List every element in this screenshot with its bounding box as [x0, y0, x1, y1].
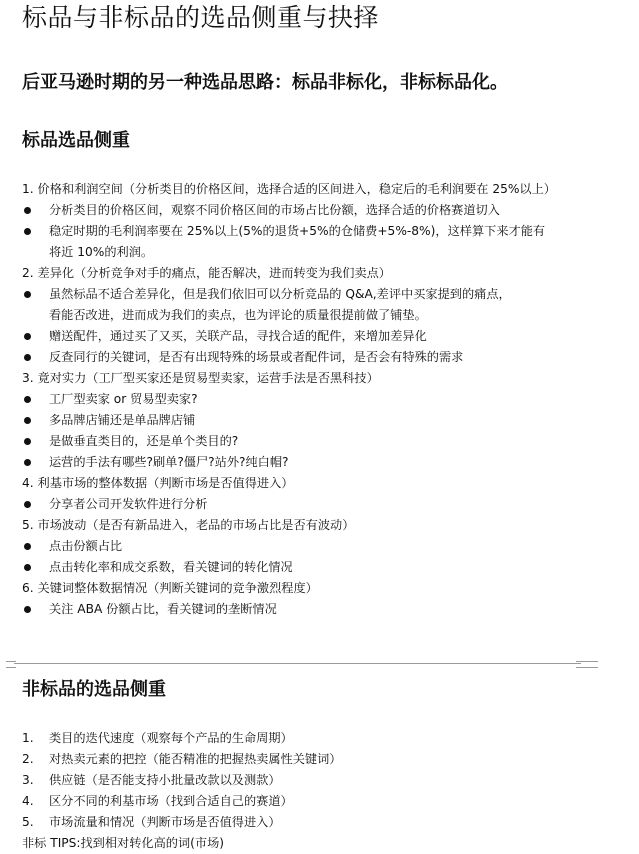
- page-subtitle: 后亚马逊时期的另一种选品思路：标品非标化，非标标品化。: [22, 72, 508, 93]
- list-item: [22, 389, 582, 410]
- divider-marker: [576, 661, 598, 668]
- bullet-item-text: 将近 10%的利润。: [49, 245, 154, 259]
- tips-text: 非标 TIPS:找到相对转化高的词(市场): [22, 836, 225, 850]
- list-item: [22, 749, 582, 770]
- numbered-item-text: 5. 市场波动（是否有新品进入，老品的市场占比是否有波动）: [22, 518, 355, 532]
- bullet-icon: [22, 221, 49, 242]
- bullet-icon: [22, 494, 49, 515]
- list-item-text: 市场流量和情况（判断市场是否值得进入）: [49, 815, 281, 829]
- bullet-item-text: 工厂型卖家 or 贸易型卖家?: [49, 392, 198, 406]
- bullet-icon: [22, 452, 49, 473]
- list-number: 5.: [22, 815, 34, 829]
- list-item: [22, 221, 582, 242]
- list-item-text: 供应链（是否能支持小批量改款以及测款）: [49, 773, 281, 787]
- bullet-icon: [22, 557, 49, 578]
- bullet-icon: [22, 431, 49, 452]
- bullet-item-text: 是做垂直类目的，还是单个类目的?: [49, 434, 239, 448]
- bullet-item-text: 分享者公司开发软件进行分析: [49, 497, 208, 511]
- bullet-icon: [22, 284, 49, 305]
- list-item-text: 对热卖元素的把控（能否精准的把握热卖属性关键词）: [49, 752, 342, 766]
- list-item: [22, 200, 582, 221]
- bullet-icon: [22, 536, 49, 557]
- tips-line: [22, 833, 582, 854]
- bullet-icon: [22, 200, 49, 221]
- bullet-item-text: 赠送配件，通过买了又买，关联产品，寻找合适的配件，来增加差异化: [49, 329, 427, 343]
- bullet-item-text: 反查同行的关键词，是否有出现特殊的场景或者配件词，是否会有特殊的需求: [49, 350, 464, 364]
- page-break-divider: [0, 661, 639, 667]
- page-title: 标品与非标品的选品侧重与抉择: [22, 3, 380, 32]
- bullet-item-text: 多品牌店铺还是单品牌店铺: [49, 413, 196, 427]
- bullet-item-text: 点击份额占比: [49, 539, 123, 553]
- list-item: [22, 812, 582, 833]
- list-item: [22, 494, 582, 515]
- nonstandard-product-list: [22, 728, 582, 854]
- list-item: [22, 599, 582, 620]
- list-item: [22, 179, 582, 200]
- list-item: [22, 728, 582, 749]
- bullet-icon: [22, 347, 49, 368]
- bullet-item-text: 关注 ABA 份额占比，看关键词的垄断情况: [49, 602, 277, 616]
- numbered-item-text: 1. 价格和利润空间（分析类目的价格区间，选择合适的区间进入，稳定后的毛利润要在 25%以上）: [22, 182, 556, 196]
- list-item: [22, 368, 582, 389]
- numbered-item-text: 4. 利基市场的整体数据（判断市场是否值得进入）: [22, 476, 294, 490]
- list-item: [22, 557, 582, 578]
- list-item: [22, 284, 582, 305]
- list-number: 4.: [22, 794, 34, 808]
- list-item: [22, 536, 582, 557]
- bullet-item-text: 点击转化率和成交系数，看关键词的转化情况: [49, 560, 293, 574]
- bullet-item-text: 运营的手法有哪些?刷单?僵尸?站外?纯白帽?: [49, 455, 289, 469]
- standard-product-list: [22, 179, 582, 620]
- bullet-item-text: 稳定时期的毛利润率要在 25%以上(5%的退货+5%的仓储费+5%-8%)，这样算下来才能有: [49, 224, 546, 238]
- list-item: [22, 263, 582, 284]
- list-item: [22, 347, 582, 368]
- divider-line: [14, 663, 581, 664]
- list-item-text: 区分不同的利基市场（找到合适自己的赛道）: [49, 794, 293, 808]
- bullet-icon: [22, 599, 49, 620]
- section-heading-standard: 标品选品侧重: [22, 130, 130, 151]
- list-item: [22, 431, 582, 452]
- list-item-continuation: [22, 242, 582, 263]
- bullet-icon: [22, 410, 49, 431]
- list-item: [22, 770, 582, 791]
- section-heading-nonstandard: 非标品的选品侧重: [22, 679, 166, 700]
- bullet-item-text: 看能否改进，进而成为我们的卖点，也为评论的质量很提前做了铺垫。: [49, 308, 427, 322]
- numbered-item-text: 6. 关键词整体数据情况（判断关键词的竞争激烈程度）: [22, 581, 318, 595]
- bullet-icon: [22, 389, 49, 410]
- list-item-continuation: [22, 305, 582, 326]
- list-item: [22, 791, 582, 812]
- list-item: [22, 578, 582, 599]
- list-item: [22, 473, 582, 494]
- bullet-item-text: 虽然标品不适合差异化，但是我们依旧可以分析竞品的 Q&A,差评中买家提到的痛点，: [49, 287, 511, 301]
- list-item: [22, 515, 582, 536]
- list-number: 3.: [22, 773, 34, 787]
- bullet-item-text: 分析类目的价格区间，观察不同价格区间的市场占比份额，选择合适的价格赛道切入: [49, 203, 500, 217]
- list-item: [22, 326, 582, 347]
- numbered-item-text: 3. 竟对实力（工厂型买家还是贸易型卖家，运营手法是否黑科技）: [22, 371, 379, 385]
- list-item: [22, 410, 582, 431]
- list-number: 1.: [22, 731, 34, 745]
- bullet-icon: [22, 326, 49, 347]
- list-item-text: 类目的迭代速度（观察每个产品的生命周期）: [49, 731, 293, 745]
- numbered-item-text: 2. 差异化（分析竞争对手的痛点，能否解决，进而转变为我们卖点）: [22, 266, 391, 280]
- list-item: [22, 452, 582, 473]
- list-number: 2.: [22, 752, 34, 766]
